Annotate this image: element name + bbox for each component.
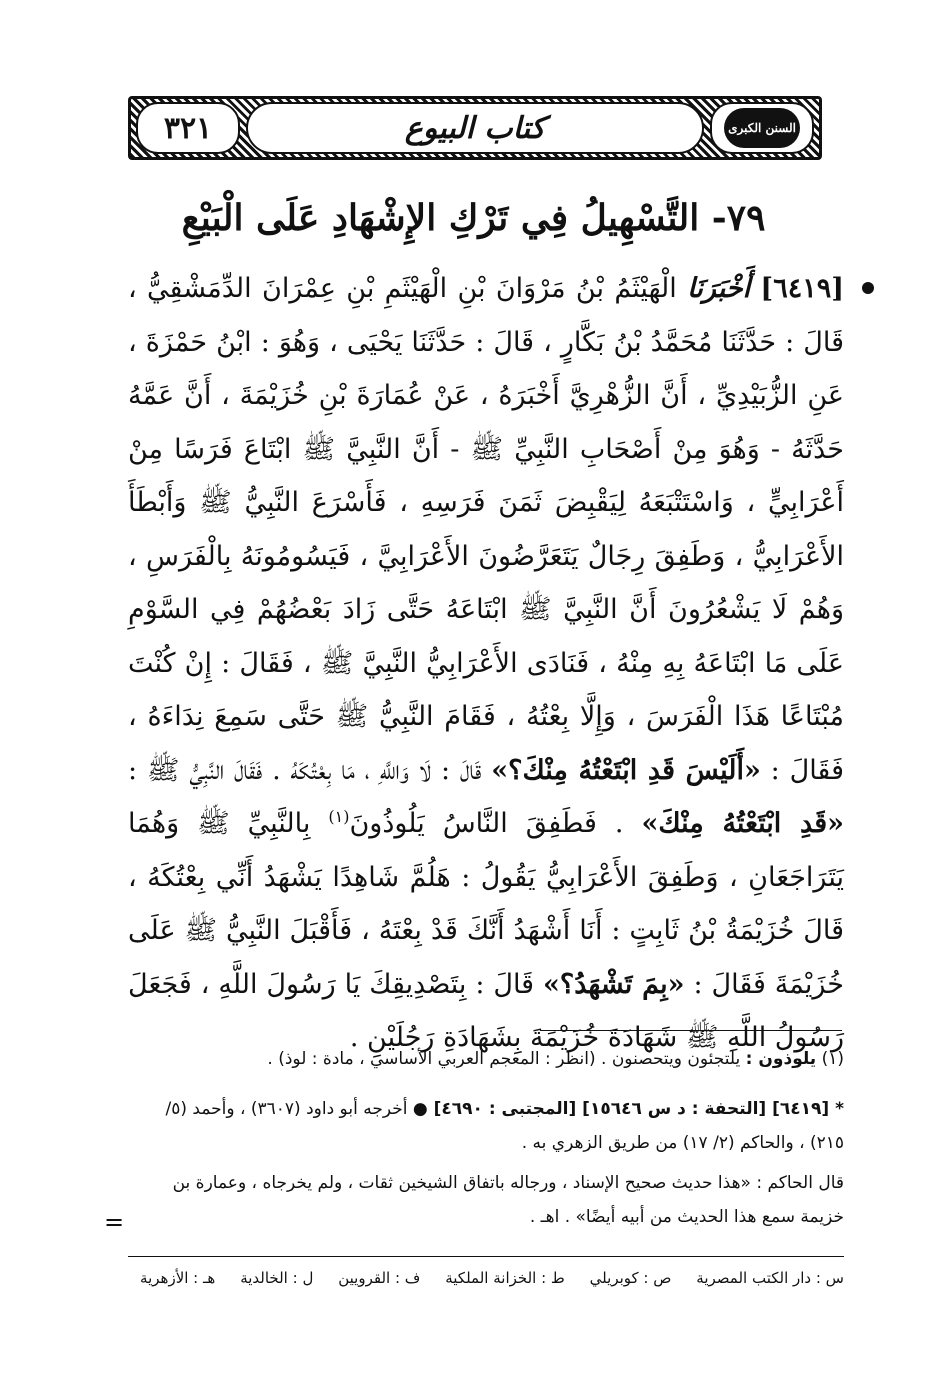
abbrev-item: ف : القرويين [338,1269,421,1287]
abbreviations-divider [128,1256,844,1257]
abbrev-item: ص : كوبريلي [589,1269,672,1287]
hadith-part-3: . فَطَفِقَ النَّاسُ يَلُوذُونَ [349,808,642,839]
transmission-opening: أَخْبَرَنَا [687,273,751,304]
continuation-mark: = [104,1208,125,1236]
footnote-1-text: يلتجئون ويتحصنون . (انظر : المعجم العربي الأساسي ، مادة : لوذ) . [267,1049,746,1069]
book-title: كتاب البيوع [404,110,546,146]
footnote-divider [540,1030,842,1031]
page-number: ٣٢١ [163,110,213,146]
takhrij-references: [٦٤١٩] [التحفة : د س ١٥٦٤٦] [المجتبى : ٤٦٩٠] [427,1099,836,1119]
manuscript-abbreviations [140,1264,844,1292]
abbrev-item: س : دار الكتب المصرية [696,1269,844,1287]
prophet-quote-2: «قَدِ ابْتَعْتُهُ مِنْكَ» [641,808,844,839]
footnote-1 [128,1042,844,1076]
footnote-hakim: قال الحاكم : «هذا حديث صحيح الإسناد ، ورجاله باتفاق الشيخين ثقات ، ولم يخرجاه ، وعمارة بن خزيمة سمع هذا الحديث من أبيه أيضًا» . اهـ . [172,1173,844,1227]
footnote-reference[interactable]: (١) [328,807,350,826]
book-seal-logo: السنن الكبرى [724,108,800,148]
hadith-part-5: قَالَ : بِتَصْدِيقِكَ يَا رَسُولَ اللَّهِ ، فَجَعَلَ رَسُولُ اللَّهِ ﷺ شَهَادَةَ خُزَيْمَةَ بِشَهَادَةِ رَجُلَيْنِ . [128,968,844,1053]
takhrij-text: ● أخرجه أبو داود (٣٦٠٧) ، وأحمد (٥/ ٢١٥) ، والحاكم (٢/ ١٧) من طريق الزهري به . [165,1099,844,1153]
hadith-part-4: بِالنَّبِيِّ ﷺ وَهُمَا يَتَرَاجَعَانِ ، وَطَفِقَ الأَعْرَابِيُّ يَقُولُ : هَلُمَّ شَاهِدًا يَشْهَدُ أَنِّي بِعْتُكَهُ ، قَالَ خُزَيْمَةُ بْنُ ثَابِتٍ : أَنَا أَشْهَدُ أَنَّكَ قَدْ بِعْتَهُ ، فَأَقْبَلَ النَّبِيُّ ﷺ عَلَى خُزَيْمَةَ فَقَالَ : [128,808,844,1000]
page-header [128,96,822,160]
footnote-takhrij [128,1092,844,1160]
abbrev-item: ط : الخزانة الملكية [445,1269,565,1287]
hadith-text [128,262,844,1065]
bullet-icon [862,282,874,294]
seal-box [710,102,814,154]
prophet-quote-1: «أَلَيْسَ قَدِ ابْتَعْتُهُ مِنْكَ؟» [491,754,761,786]
abbrev-item: هـ : الأزهرية [140,1269,216,1287]
hadith-part-2: قَالَ : لَا وَاللَّهِ ، مَا بِعْتُكَهُ . فَقَالَ النَّبِيُّ ﷺ : [128,754,492,786]
page-number-box [136,102,240,154]
chapter-heading: ٧٩- التَّسْهِيلُ فِي تَرْكِ الإِشْهَادِ عَلَى الْبَيْعِ [181,197,766,239]
footnote-1-term: يلوذون : [745,1049,817,1069]
hadith-part-1: الْهَيْثَمُ بْنُ مَرْوَانَ بْنِ الْهَيْثَمِ بْنِ عِمْرَانَ الدِّمَشْقِيُّ ، قَالَ : حَدَّثَنَا مُحَمَّدُ بْنُ بَكَّارٍ ، قَالَ : حَدَّثَنَا يَحْيَى ، وَهُوَ : ابْنُ حَمْزَةَ ، عَنِ الزُّبَيْدِيِّ ، أَنَّ الزُّهْرِيَّ أَخْبَرَهُ ، عَنْ عُمَارَةَ بْنِ خُزَيْمَةَ ، أَنَّ عَمَّهُ حَدَّثَهُ - وَهُوَ مِنْ أَصْحَابِ النَّبِيِّ ﷺ - أَنَّ النَّبِيَّ ﷺ ابْتَاعَ فَرَسًا مِنْ أَعْرَابِيٍّ ، وَاسْتَتْبَعَهُ لِيَقْبِضَ ثَمَنَ فَرَسِهِ ، فَأَسْرَعَ النَّبِيُّ ﷺ وَأَبْطَأَ الأَعْرَابِيُّ ، وَطَفِقَ رِجَالٌ يَتَعَرَّضُونَ الأَعْرَابِيَّ ، فَيَسُومُونَهُ بِالْفَرَسِ ، وَهُمْ لَا يَشْعُرُونَ أَنَّ النَّبِيَّ ﷺ ابْتَاعَهُ حَتَّى زَادَ بَعْضُهُمْ فِي السَّوْمِ عَلَى مَا ابْتَاعَهُ بِهِ مِنْهُ ، فَنَادَى الأَعْرَابِيُّ النَّبِيَّ ﷺ ، فَقَالَ : إِنْ كُنْتَ مُبْتَاعًا هَذَا الْفَرَسَ ، وَإِلَّا بِعْتُهُ ، فَقَامَ النَّبِيُّ ﷺ حَتَّى سَمِعَ نِدَاءَهُ ، فَقَالَ : [128,273,844,786]
book-title-box [246,102,704,154]
hadith-number: [٦٤١٩] [760,273,844,304]
star-icon: * [835,1099,844,1119]
abbrev-item: ل : الخالدية [240,1269,314,1287]
footnote-1-number: (١) [821,1049,844,1069]
prophet-quote-3: «بِمَ تَشْهَدُ؟» [543,968,685,1000]
